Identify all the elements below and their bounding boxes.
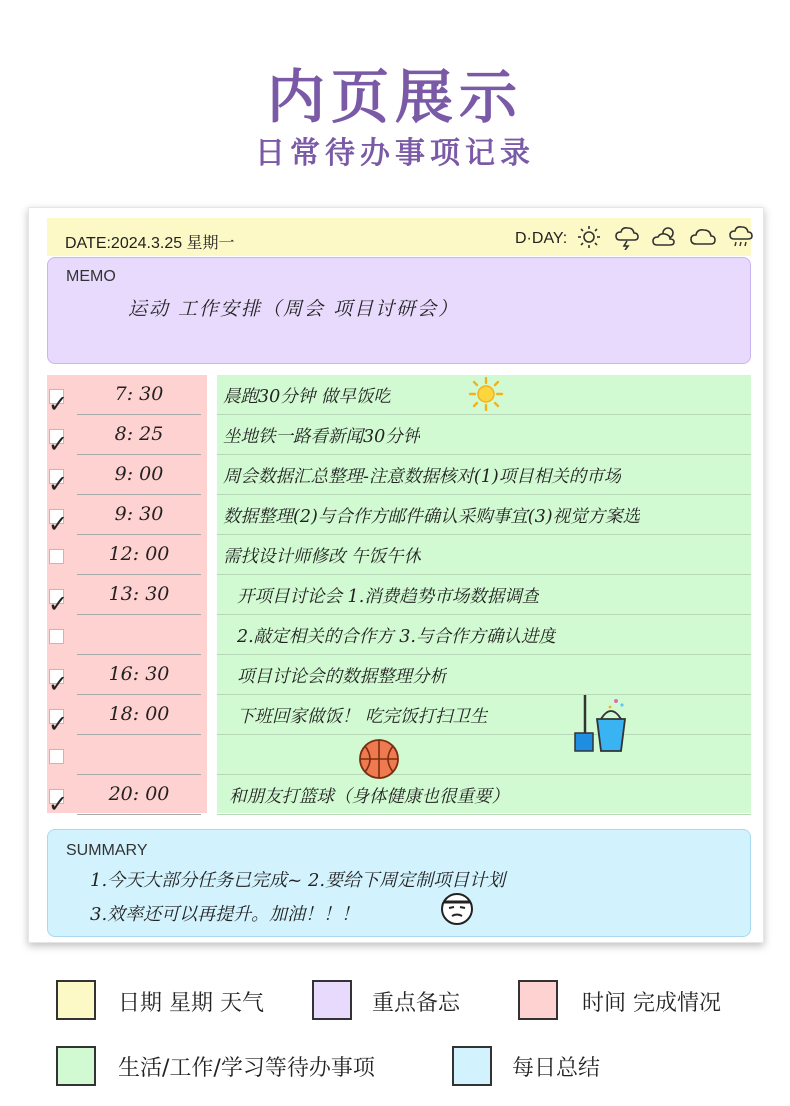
rain-cloud-icon[interactable]	[727, 224, 755, 250]
memo-label: MEMO	[66, 268, 116, 285]
task-rule-line	[217, 734, 751, 735]
completion-checkbox[interactable]	[48, 469, 69, 498]
summary-line-1: 1.今天大部分任务已完成~ 2.要给下周定制项目计划	[90, 870, 506, 891]
completion-checkbox[interactable]	[49, 629, 64, 644]
summary-line-2: 3.效率还可以再提升。加油！！！	[90, 904, 360, 925]
legend-swatch-memo	[312, 980, 352, 1020]
page-subtitle: 日常待办事项记录	[255, 136, 535, 171]
date-bar	[47, 218, 751, 256]
time-label: 9: 30	[114, 503, 164, 525]
task-row	[217, 495, 751, 535]
partly-cloudy-icon[interactable]	[651, 224, 679, 250]
task-rule-line	[217, 694, 751, 695]
task-text: 2.敲定相关的合作方 3.与合作方确认进度	[237, 627, 556, 647]
checkmark-icon: ✓	[48, 590, 69, 618]
legend-label-summary: 每日总结	[512, 1056, 601, 1081]
completion-checkbox[interactable]	[48, 429, 69, 458]
task-column	[217, 375, 751, 813]
time-row	[47, 615, 207, 655]
checkmark-icon: ✓	[48, 510, 69, 538]
page-title: 内页展示	[266, 63, 523, 131]
checkmark-icon: ✓	[48, 710, 69, 738]
task-row	[217, 695, 751, 735]
task-rule-line	[217, 774, 751, 775]
time-row	[47, 495, 207, 538]
task-rule-line	[217, 654, 751, 655]
time-row	[47, 455, 207, 498]
legend-swatch-summary	[452, 1046, 492, 1086]
task-rule-line	[217, 414, 751, 415]
time-rule-line	[77, 814, 201, 815]
legend-label-memo: 重点备忘	[372, 991, 461, 1016]
completion-checkbox[interactable]	[48, 669, 69, 698]
task-row	[217, 735, 751, 775]
task-text: 项目讨论会的数据整理分析	[237, 667, 447, 687]
date-label: DATE:2024.3.25 星期一	[65, 235, 235, 252]
task-row	[217, 775, 751, 815]
task-text: 需找设计师修改 午饭午休	[223, 547, 422, 567]
task-rule-line	[217, 574, 751, 575]
task-rule-line	[217, 814, 751, 815]
legend-label-date: 日期 星期 天气	[118, 991, 264, 1016]
task-rule-line	[217, 454, 751, 455]
cleaning-bucket-icon	[569, 693, 631, 755]
memo-text: 运动 工作安排（周会 项目讨研会）	[128, 298, 460, 320]
completion-checkbox[interactable]	[48, 709, 69, 738]
legend-swatch-date	[56, 980, 96, 1020]
cloudy-icon[interactable]	[689, 224, 717, 250]
task-row	[217, 535, 751, 575]
memo-box	[47, 257, 751, 364]
time-label: 8: 25	[114, 423, 164, 445]
summary-box	[47, 829, 751, 937]
task-text: 和朋友打篮球（身体健康也很重要）	[229, 787, 509, 807]
time-label: 18: 00	[108, 703, 170, 725]
time-row	[47, 415, 207, 458]
thunder-cloud-icon[interactable]	[613, 224, 641, 250]
dday-label: D·DAY:	[515, 230, 568, 247]
legend-label-tasks: 生活/工作/学习等待办事项	[118, 1056, 375, 1081]
task-rule-line	[217, 614, 751, 615]
task-text: 坐地铁一路看新闻30分钟	[223, 427, 421, 447]
legend-swatch-tasks	[56, 1046, 96, 1086]
task-rule-line	[217, 494, 751, 495]
checkmark-icon: ✓	[48, 790, 69, 818]
time-row	[47, 735, 207, 775]
legend-swatch-time	[518, 980, 558, 1020]
completion-checkbox[interactable]	[49, 749, 64, 764]
time-row	[47, 535, 207, 575]
determined-face-icon	[440, 892, 474, 926]
sunny-icon[interactable]	[575, 224, 603, 250]
time-label: 7: 30	[114, 383, 164, 405]
planner-page	[28, 207, 764, 943]
completion-checkbox[interactable]	[48, 589, 69, 618]
task-row	[217, 655, 751, 695]
task-row	[217, 455, 751, 495]
checkmark-icon: ✓	[48, 430, 69, 458]
task-row	[217, 575, 751, 615]
time-label: 20: 00	[108, 783, 170, 805]
time-column	[47, 375, 207, 818]
legend-label-time: 时间 完成情况	[582, 991, 721, 1016]
completion-checkbox[interactable]	[49, 549, 64, 564]
completion-checkbox[interactable]	[48, 509, 69, 538]
time-row	[47, 575, 207, 618]
checkmark-icon: ✓	[48, 670, 69, 698]
time-label: 16: 30	[108, 663, 170, 685]
sun-sticker-icon	[467, 377, 505, 411]
checkmark-icon: ✓	[48, 470, 69, 498]
task-text: 数据整理(2)与合作方邮件确认采购事宜(3)视觉方案选	[223, 507, 641, 527]
time-row	[47, 695, 207, 738]
completion-checkbox[interactable]	[48, 789, 69, 818]
task-text: 周会数据汇总整理-注意数据核对(1)项目相关的市场	[223, 467, 622, 487]
time-label: 12: 00	[108, 543, 170, 565]
summary-label: SUMMARY	[66, 842, 148, 859]
task-text: 开项目讨论会 1.消费趋势市场数据调查	[237, 587, 540, 607]
completion-checkbox[interactable]	[48, 389, 69, 418]
time-row	[47, 775, 207, 818]
task-rule-line	[217, 534, 751, 535]
time-label: 13: 30	[108, 583, 170, 605]
basketball-icon	[357, 737, 401, 781]
task-row	[217, 615, 751, 655]
task-text: 晨跑30分钟 做早饭吃	[223, 387, 391, 407]
time-row	[47, 375, 207, 418]
task-text: 下班回家做饭！ 吃完饭打扫卫生	[237, 707, 488, 727]
checkmark-icon: ✓	[48, 390, 69, 418]
time-label: 9: 00	[114, 463, 164, 485]
time-row	[47, 655, 207, 698]
task-row	[217, 415, 751, 455]
